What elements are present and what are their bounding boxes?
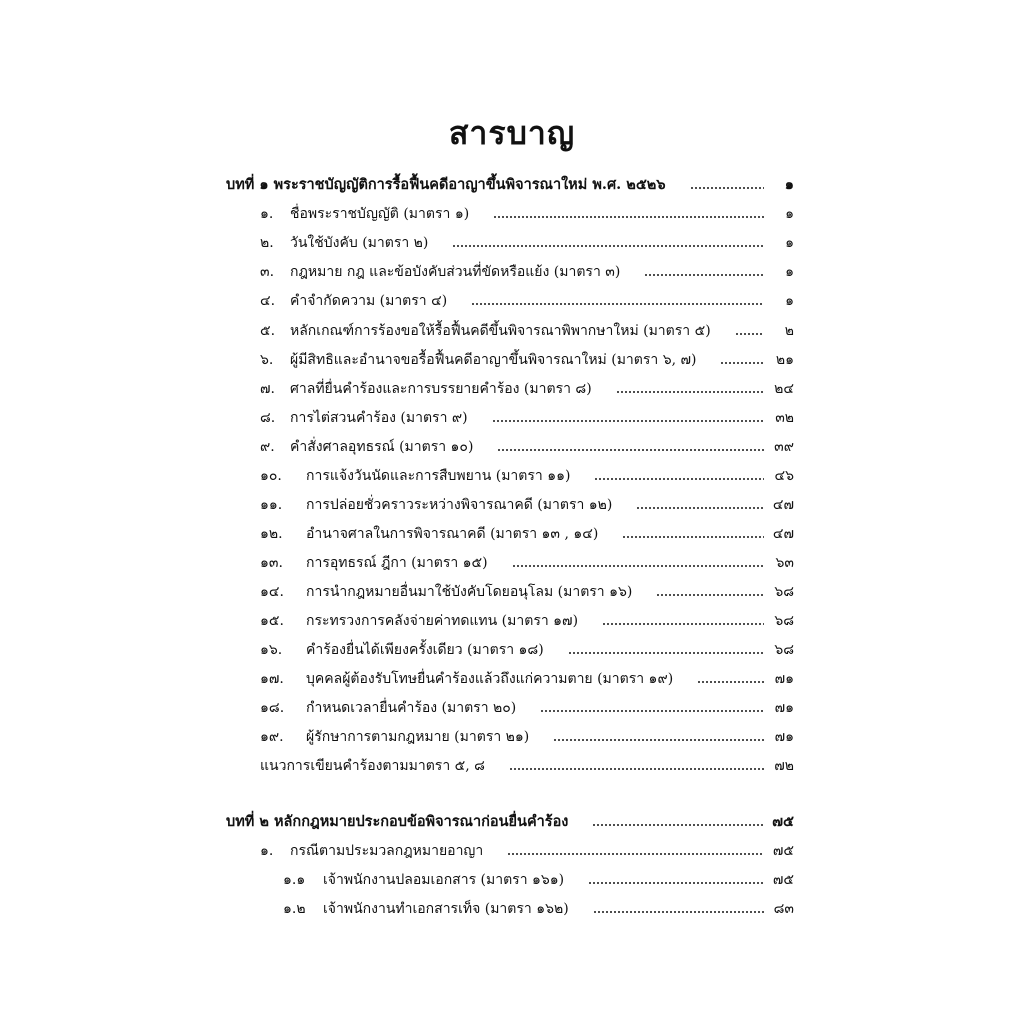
toc-dot-leader (720, 358, 764, 368)
toc-entry-number: ๑๒. (260, 526, 283, 542)
toc-entry-number: ๑๙. (260, 729, 284, 745)
toc-dot-leader (616, 387, 764, 397)
toc-page-number: ๑ (784, 176, 794, 193)
toc-entry-number: ๑.๒ (283, 901, 306, 917)
toc-page-number: ๗๕ (772, 872, 794, 888)
toc-dot-leader (588, 878, 764, 888)
toc-entry-title: คำร้องยื่นได้เพียงครั้งเดียว (มาตรา ๑๘) (306, 642, 544, 658)
toc-dot-leader (594, 474, 764, 484)
toc-entry-row (260, 492, 794, 518)
toc-dot-leader (540, 706, 764, 716)
toc-entry-number: ๑๘. (260, 700, 285, 716)
toc-entry-title: การปล่อยชั่วคราวระหว่างพิจารณาคดี (มาตรา ๑๒) (306, 497, 613, 513)
toc-page-number: ๑ (785, 206, 794, 222)
toc-entry-title: การแจ้งวันนัดและการสืบพยาน (มาตรา ๑๑) (306, 468, 571, 484)
toc-dot-leader (622, 532, 764, 542)
toc-entry-row (260, 259, 794, 285)
toc-entry-number: ๑๔. (260, 584, 284, 600)
toc-dot-leader (568, 648, 764, 658)
toc-dot-leader (644, 270, 764, 280)
toc-entry-row (260, 838, 794, 864)
toc-dot-leader (697, 677, 764, 687)
toc-entry-title: คำจำกัดความ (มาตรา ๔) (290, 293, 448, 309)
toc-page-number: ๑ (785, 235, 794, 251)
toc-entry-number: ๒. (260, 235, 274, 251)
toc-entry-number: ๑.๑ (283, 872, 306, 888)
toc-page-number: ๖๘ (774, 584, 794, 600)
toc-dot-leader (593, 907, 764, 917)
toc-page-number: ๓๒ (775, 410, 794, 426)
toc-entry-row (260, 521, 794, 547)
toc-dot-leader (690, 183, 764, 193)
toc-entry-row (260, 724, 794, 750)
toc-entry-row (260, 347, 794, 373)
toc-entry-row (260, 608, 794, 634)
toc-entry-title: หลักเกณฑ์การร้องขอให้รื้อฟื้นคดีขึ้นพิจารณาพิพากษาใหม่ (มาตรา ๕) (290, 323, 711, 339)
toc-entry-number: ๑๓. (260, 555, 283, 571)
toc-page-number: ๘๓ (773, 901, 794, 917)
toc-dot-leader (492, 416, 764, 426)
toc-dot-leader (497, 445, 764, 455)
toc-entry-number: ๙. (260, 439, 275, 455)
toc-dot-leader (512, 561, 764, 571)
toc-entry-number: ๑๑. (260, 497, 283, 513)
toc-dot-leader (507, 849, 764, 859)
toc-page-number: ๔๖ (774, 468, 794, 484)
toc-page-number: ๔๗ (772, 526, 794, 542)
toc-entry-row (260, 550, 794, 576)
toc-entry-number: ๑๐. (260, 468, 282, 484)
page-title: สารบาญ (448, 114, 576, 152)
toc-page-number: ๗๕ (772, 813, 794, 830)
toc-entry-title: การนำกฎหมายอื่นมาใช้บังคับโดยอนุโลม (มาตรา ๑๖) (306, 584, 633, 600)
toc-page-number: ๒๔ (774, 381, 794, 397)
toc-dot-leader (509, 764, 764, 774)
toc-page-number: ๑ (785, 264, 794, 280)
toc-page-number: ๗๑ (774, 671, 794, 687)
toc-page-number: ๖๘ (774, 613, 794, 629)
toc-entry-title: วันใช้บังคับ (มาตรา ๒) (290, 235, 429, 251)
toc-entry-title: ศาลที่ยื่นคำร้องและการบรรยายคำร้อง (มาตรา ๘) (290, 381, 592, 397)
toc-entry-number: ๓. (260, 264, 275, 280)
toc-dot-leader (592, 820, 764, 830)
toc-entry-title: อำนาจศาลในการพิจารณาคดี (มาตรา ๑๓ , ๑๔) (306, 526, 599, 542)
toc-page-number: ๗๕ (772, 843, 794, 859)
toc-entry-row (260, 434, 794, 460)
toc-entry-number: ๑๗. (260, 671, 284, 687)
toc-entry-row (260, 201, 794, 227)
toc-dot-leader (493, 212, 764, 222)
toc-entry-row (260, 318, 794, 344)
toc-entry-row (260, 753, 794, 779)
toc-entry-row (260, 579, 794, 605)
toc-dot-leader (656, 590, 764, 600)
toc-dot-leader (735, 329, 764, 339)
toc-entry-title: บุคคลผู้ต้องรับโทษยื่นคำร้องแล้วถึงแก่ความตาย (มาตรา ๑๙) (306, 671, 674, 687)
toc-page-number: ๔๗ (772, 497, 794, 513)
toc-entry-row (260, 288, 794, 314)
toc-page-number: ๗๑ (774, 729, 794, 745)
toc-dot-leader (452, 241, 764, 251)
toc-entry-title: กรณีตามประมวลกฎหมายอาญา (290, 843, 484, 859)
toc-entry-title: ผู้มีสิทธิและอำนาจขอรื้อฟื้นคดีอาญาขึ้นพิจารณาใหม่ (มาตรา ๖, ๗) (290, 352, 697, 368)
toc-page-number: ๗๒ (774, 758, 794, 774)
toc-page-number: ๒ (784, 323, 794, 339)
toc-entry-row (260, 376, 794, 402)
toc-page-number: ๗๑ (774, 700, 794, 716)
toc-page-number: ๑ (785, 293, 794, 309)
toc-dot-leader (636, 503, 764, 513)
toc-entry-title: แนวการเขียนคำร้องตามมาตรา ๕, ๘ (260, 758, 485, 774)
toc-entry-title: บทที่ ๑ พระราชบัญญัติการรื้อฟื้นคดีอาญาขึ้นพิจารณาใหม่ พ.ศ. ๒๕๒๖ (226, 176, 666, 193)
toc-entry-number: ๑. (260, 206, 274, 222)
toc-entry-title: ผู้รักษาการตามกฎหมาย (มาตรา ๒๑) (306, 729, 530, 745)
toc-entry-number: ๖. (260, 352, 274, 368)
toc-entry-number: ๔. (260, 293, 276, 309)
toc-page-number: ๓๙ (774, 439, 794, 455)
toc-chapter-row (226, 809, 794, 835)
toc-entry-title: กระทรวงการคลังจ่ายค่าทดแทน (มาตรา ๑๗) (306, 613, 579, 629)
toc-dot-leader (471, 299, 764, 309)
toc-entry-row (260, 666, 794, 692)
toc-page-number: ๖๘ (774, 642, 794, 658)
toc-page-number: ๒๑ (775, 352, 794, 368)
toc-entry-row (283, 896, 794, 922)
toc-entry-number: ๑๖. (260, 642, 283, 658)
toc-entry-number: ๕. (260, 323, 276, 339)
toc-entry-title: กำหนดเวลายื่นคำร้อง (มาตรา ๒๐) (306, 700, 517, 716)
toc-entry-number: ๑. (260, 843, 274, 859)
toc-entry-number: ๑๕. (260, 613, 284, 629)
toc-entry-title: การอุทธรณ์ ฎีกา (มาตรา ๑๕) (306, 555, 488, 571)
toc-page-number: ๖๓ (775, 555, 794, 571)
toc-entry-number: ๗. (260, 381, 275, 397)
toc-dot-leader (553, 735, 764, 745)
toc-entry-row (260, 463, 794, 489)
toc-entry-title: การไต่สวนคำร้อง (มาตรา ๙) (290, 410, 468, 426)
toc-entry-title: เจ้าพนักงานทำเอกสารเท็จ (มาตรา ๑๖๒) (323, 901, 569, 917)
toc-entry-row (260, 637, 794, 663)
toc-entry-number: ๘. (260, 410, 276, 426)
toc-entry-title: ชื่อพระราชบัญญัติ (มาตรา ๑) (290, 206, 470, 222)
toc-entry-row (283, 867, 794, 893)
toc-entry-row (260, 695, 794, 721)
toc-entry-title: กฎหมาย กฎ และข้อบังคับส่วนที่ขัดหรือแย้ง (มาตรา ๓) (290, 264, 621, 280)
toc-entry-title: บทที่ ๒ หลักกฎหมายประกอบข้อพิจารณาก่อนยื่นคำร้อง (226, 813, 569, 830)
toc-entry-row (260, 230, 794, 256)
toc-entry-title: เจ้าพนักงานปลอมเอกสาร (มาตรา ๑๖๑) (323, 872, 565, 888)
toc-chapter-row (226, 172, 794, 198)
toc-entry-title: คำสั่งศาลอุทธรณ์ (มาตรา ๑๐) (290, 439, 474, 455)
toc-entry-row (260, 405, 794, 431)
toc-dot-leader (602, 619, 764, 629)
